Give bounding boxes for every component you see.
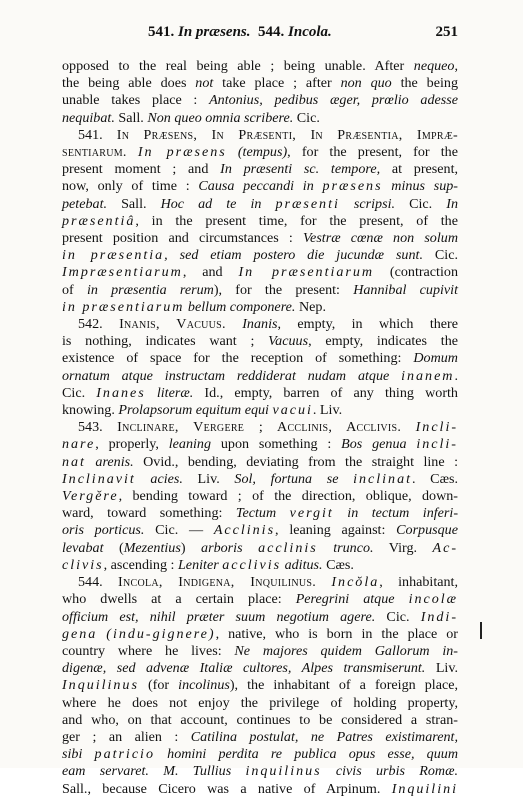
text-run: of (62, 281, 87, 298)
text-run: ( (103, 539, 124, 556)
text-run: gena (62, 625, 98, 642)
text-run: literæ. (145, 384, 194, 401)
text-run: Vacuus (268, 333, 309, 350)
text-line (62, 333, 458, 350)
text-run: Inanis, Vacuus. (119, 316, 226, 333)
text-run: clivis (62, 556, 104, 573)
text-run: Corpusque (396, 522, 458, 539)
text-run: , leaning against: (275, 522, 397, 539)
text-line (62, 488, 458, 505)
text-run: trunco. (317, 539, 374, 556)
text-run: Sall. (107, 195, 161, 212)
text-run: present moment ; and (62, 161, 221, 178)
text-line (62, 522, 458, 539)
text-line (62, 540, 458, 557)
text-run: Virg. (373, 539, 433, 556)
text-run: arenis. (85, 453, 134, 470)
text-run (127, 144, 138, 160)
text-line (62, 299, 458, 316)
text-run (316, 574, 331, 590)
text-run: the being able does (62, 75, 196, 92)
text-run: In præsentiarum (238, 264, 375, 281)
text-run (401, 419, 415, 435)
text-run: (tempus) (237, 144, 288, 161)
text-line (62, 402, 458, 419)
text-run: Cic. (422, 247, 458, 264)
text-line (62, 660, 458, 677)
text-run: in præsentia (62, 247, 165, 264)
text-line (62, 75, 458, 92)
text-run: patricio (94, 746, 155, 763)
text-run: ), the inhabitant of a foreign place, (229, 677, 458, 694)
text-run: where he does not enjoy the privilege of holding property, (62, 694, 458, 711)
text-run: country where he lives: (62, 642, 235, 659)
text-run (97, 626, 106, 642)
text-line (62, 282, 458, 299)
text-run: Inanis (242, 316, 278, 333)
text-run: Cæs. (322, 556, 354, 573)
text-run: Cic. (375, 608, 421, 625)
text-line (62, 144, 458, 161)
text-line (62, 161, 458, 178)
text-line (62, 110, 458, 127)
text-run: (for (138, 677, 179, 694)
page-number: 251 (435, 24, 458, 40)
text-run: Bos genua (341, 436, 417, 453)
text-run: præsenti (275, 195, 340, 212)
text-run: , properly, (95, 436, 169, 453)
text-run: 544. (78, 574, 119, 591)
text-run: leaning (168, 436, 212, 453)
text-line (62, 213, 458, 230)
text-line (62, 746, 458, 763)
body-text (62, 58, 458, 798)
text-run: Incola, Indigena, Inquilinus. (118, 574, 317, 591)
text-run: eam servaret. (62, 763, 149, 780)
text-run: now, only of time : (62, 178, 199, 195)
text-line (62, 763, 458, 780)
text-run: vacui (272, 402, 313, 419)
text-run: Cic. (62, 384, 97, 401)
text-run: . Cæs. (412, 470, 458, 487)
text-run: Ne majores quidem Gallorum in- (234, 642, 458, 659)
text-run: Cic. (395, 195, 447, 212)
text-run: non quo (340, 75, 392, 92)
text-run: Catilina postulat, ne Patres existimarent, (190, 728, 458, 745)
text-line (62, 178, 458, 195)
text-run: 542. (78, 316, 120, 333)
text-run: Hoc ad te in (160, 195, 276, 212)
text-run: Mezentius (123, 539, 181, 556)
text-run: Antonius, pedibus æger, prœlio adesse (209, 92, 458, 109)
text-run: Hannibal cupivit (353, 281, 458, 298)
text-run: . Liv. (312, 402, 343, 419)
text-run: Indi- (420, 608, 458, 625)
text-run: Sol, fortuna se (234, 470, 354, 487)
text-run (227, 144, 238, 160)
running-header (62, 24, 458, 44)
text-run: bellum componere. (184, 298, 296, 315)
text-line (62, 419, 458, 436)
text-line (62, 781, 458, 798)
text-run: In præsenti sc. tempore, (220, 161, 381, 178)
text-run: (contraction (374, 264, 458, 281)
text-run: not (195, 75, 214, 92)
running-title (148, 24, 332, 41)
text-run: Liv. (425, 660, 458, 677)
text-run: incli- (416, 436, 458, 453)
text-line (62, 643, 458, 660)
text-run: nequibat. (62, 109, 115, 126)
text-run: civis urbis Romæ. (321, 763, 459, 780)
text-run: Id., empty, barren of any thing worth (193, 384, 458, 401)
text-run: , inhabitant, (379, 574, 459, 591)
text-run: Ac- (432, 539, 459, 556)
text-run: acclivis (222, 556, 282, 573)
text-line (62, 471, 458, 488)
text-line (62, 454, 458, 471)
text-run: , in the present time, for the present, of the (135, 212, 458, 229)
text-run: officium est, nihil præter suum negotium agere. (62, 608, 376, 625)
text-line (62, 557, 458, 574)
text-line (62, 626, 458, 643)
text-run: Leniter (177, 556, 223, 573)
text-line (62, 574, 458, 591)
text-run: M. Tullius (163, 763, 246, 780)
text-run: who dwells at a certain place: (62, 591, 296, 608)
text-run: acies. (135, 470, 183, 487)
text-run: Prolapsorum equitum equi (118, 402, 273, 419)
text-run: petebat. (62, 195, 108, 212)
text-run: ornatum atque instructam reddiderat nudam atque (62, 367, 402, 384)
text-run: ward, toward something: (62, 505, 236, 522)
text-line (62, 505, 458, 522)
text-run: oris porticus. (62, 522, 145, 539)
header-left-title: In præsens. (178, 24, 251, 40)
text-line (62, 609, 458, 626)
text-run: Inquilini (391, 780, 458, 797)
text-run: Incli- (415, 419, 459, 436)
text-run: Inclinavit (62, 470, 136, 487)
text-line (62, 368, 458, 385)
text-run: nequeo (413, 58, 455, 74)
text-run: Acclinis (213, 522, 276, 539)
text-run: Causa peccandi in (198, 178, 323, 195)
text-run: take place ; after (213, 75, 341, 92)
text-run: aditus. (281, 556, 323, 573)
text-run: scripsi. (339, 195, 396, 212)
text-run: Cic. — (144, 522, 214, 539)
text-run: præsens (322, 178, 383, 195)
text-run: , bending toward ; of the direction, oblique, down- (118, 488, 458, 505)
header-right-title: Incola. (288, 24, 332, 40)
text-run: incolæ (408, 591, 458, 608)
text-run: , (454, 58, 458, 74)
text-run: Sall., because Cicero was a native of Arpinum. (62, 780, 392, 797)
margin-mark (480, 622, 482, 639)
text-line (62, 127, 458, 144)
text-run: Inanes (96, 384, 146, 401)
text-line (62, 247, 458, 264)
text-line (62, 695, 458, 712)
text-run: Ovid., bending, deviating from the straight line : (133, 453, 459, 470)
text-run: Cic. (293, 109, 320, 126)
text-run: Incŏla (331, 574, 380, 591)
text-run: , empty, in which there (277, 316, 459, 333)
text-run: inanem (401, 367, 455, 384)
text-line (62, 230, 458, 247)
text-run: ) (180, 539, 202, 556)
text-run: is nothing, indicates want ; (62, 333, 269, 350)
text-run: In Præsens, In Præsenti, In Præsentia, Impræ- (116, 126, 458, 143)
text-run: incolinus (178, 677, 230, 694)
text-run: unable takes place : (62, 92, 210, 109)
text-run: Liv. (182, 470, 235, 487)
text-run: , empty, indicates the (308, 333, 458, 350)
text-run: Non queo omnia scribere. (147, 109, 294, 126)
text-run: present position and circumstances : (62, 230, 304, 247)
text-run: opposed to the real being able ; being unable. After (62, 58, 414, 74)
text-line (62, 385, 458, 402)
text-run: , sed etiam postero die jucundæ sunt. (164, 247, 423, 264)
text-run: existence of space for the reception of something: (62, 350, 414, 367)
text-run (149, 763, 163, 779)
text-run: inclinat (353, 470, 412, 487)
header-right-number: 544. (258, 24, 285, 40)
text-line (62, 591, 458, 608)
text-run: in præsentiarum (62, 298, 185, 315)
text-run: nare (62, 436, 96, 453)
text-line (62, 350, 458, 367)
text-run: arboris (201, 539, 259, 556)
text-run: In præsens (137, 144, 227, 161)
text-run: homini perdita re publica opus esse, quum (154, 746, 458, 763)
text-run: at present, (380, 161, 459, 178)
text-run: , ascending : (103, 556, 178, 573)
text-run: Inquilinus (62, 677, 139, 694)
text-run: , for the present, for the (287, 144, 458, 161)
text-run: acclinis (258, 539, 318, 556)
text-run: Impræsentiarum (62, 264, 183, 281)
text-run: Vergĕre (62, 488, 119, 505)
text-run: vergit (289, 505, 334, 522)
text-run: , and (182, 264, 239, 281)
text-run: ), for the present: (213, 281, 354, 298)
text-run: præsentiâ (62, 212, 136, 229)
text-run: , native, who is born in the place or (215, 625, 459, 642)
text-line (62, 58, 458, 75)
text-run: 541. (78, 126, 117, 143)
header-left-number: 541. (148, 24, 175, 40)
text-run: and who, on that account, continues to be considered a stran- (62, 711, 458, 728)
text-run: sentiarum. (62, 144, 127, 161)
text-run: ger ; an alien : (62, 728, 191, 745)
text-run: Inclinare, Vergere ; Acclinis, Acclivis. (117, 419, 402, 436)
text-line (62, 196, 458, 213)
text-run: the being (391, 75, 458, 92)
text-run: upon something : (211, 436, 342, 453)
text-run: inquilinus (245, 763, 322, 780)
text-run: Peregrini atque (295, 591, 409, 608)
text-run: levabat (62, 539, 104, 556)
text-run: Tectum (235, 505, 290, 522)
text-run: nat (62, 453, 86, 470)
text-run (226, 316, 242, 332)
text-line (62, 677, 458, 694)
text-run: Sall. (114, 109, 148, 126)
text-run: 543. (78, 419, 118, 436)
text-run: in præsentia rerum (86, 281, 214, 298)
text-run: minus sup- (382, 178, 458, 195)
text-run: Domum (413, 350, 458, 367)
text-line (62, 729, 458, 746)
text-run: In (446, 195, 458, 212)
text-line (62, 436, 458, 453)
text-run: . (454, 367, 458, 384)
text-run: in tectum inferi- (333, 505, 459, 522)
text-line (62, 316, 458, 333)
text-run: digenæ, sed advenæ Italiæ cultores, Alpes transmiserunt. (62, 660, 426, 677)
text-line (62, 92, 458, 109)
text-line (62, 712, 458, 729)
text-run: sibi (62, 746, 95, 763)
text-run: (indu-gignere) (106, 625, 216, 642)
text-run: Vestræ cœnæ non solum (303, 230, 458, 247)
text-line (62, 264, 458, 281)
text-run: Nep. (295, 298, 326, 315)
text-run: knowing. (62, 402, 119, 419)
